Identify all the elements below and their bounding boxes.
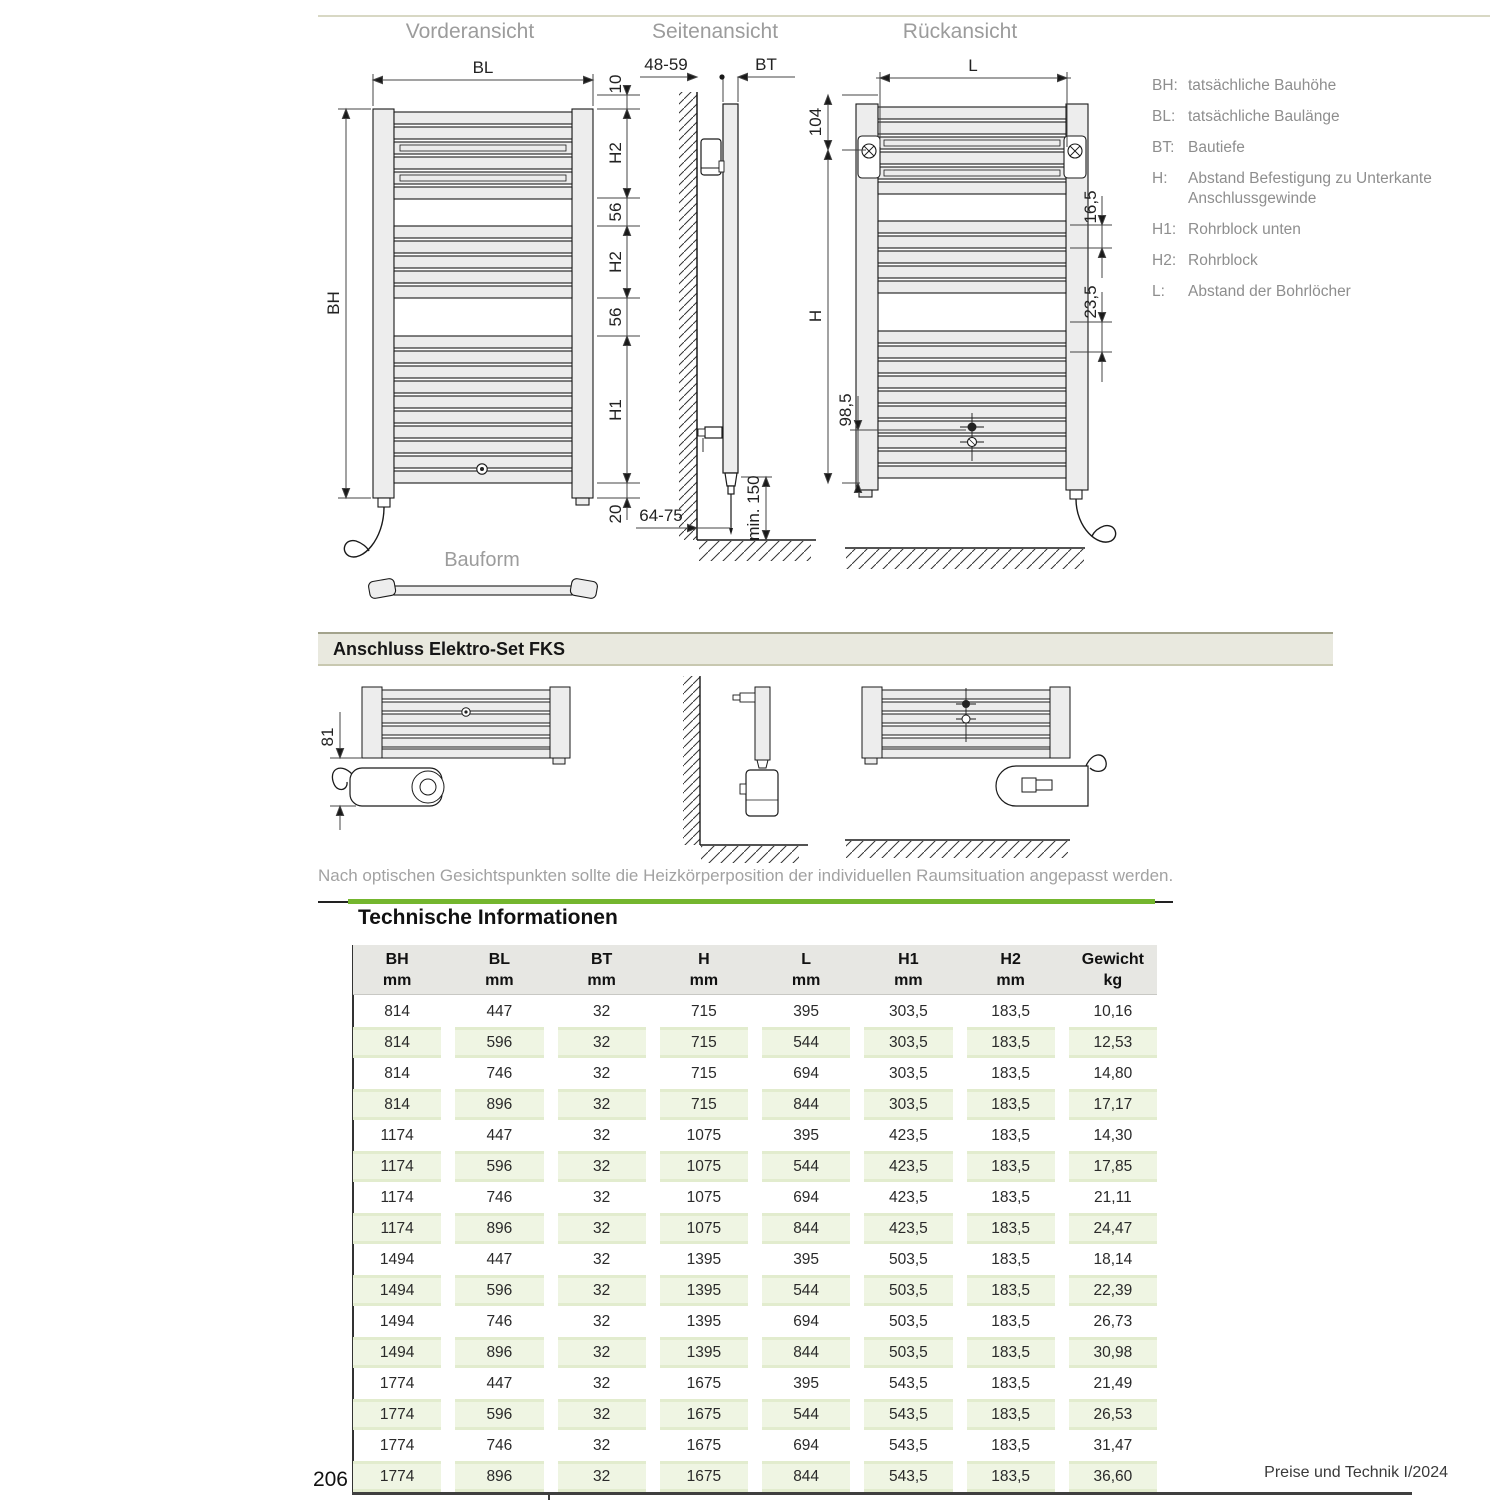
table-cell: 746	[486, 1312, 513, 1330]
legend-item	[1152, 282, 1482, 302]
dim-label-h1: H1	[606, 399, 625, 421]
legend-key: H1:	[1152, 221, 1177, 238]
table-cell: 1395	[660, 1337, 748, 1368]
table-cell: 32	[593, 1126, 611, 1144]
table-cell: 1174	[353, 1213, 441, 1244]
table-cell: 896	[455, 1089, 543, 1120]
legend-text: Abstand der Bohrlöcher	[1188, 283, 1351, 300]
table-cell: 1075	[660, 1151, 748, 1182]
table-cell: 395	[793, 1374, 820, 1392]
mounting-bracket-left	[858, 136, 880, 178]
table-cell: 503,5	[864, 1275, 952, 1306]
table-cell: 1494	[353, 1337, 441, 1368]
table-cell: 18,14	[1093, 1250, 1133, 1268]
table-cell: 423,5	[864, 1151, 952, 1182]
table-cell: 183,5	[991, 1126, 1031, 1144]
table-cell: 31,47	[1093, 1436, 1133, 1454]
table-cell: 1774	[379, 1436, 415, 1454]
table-cell: 17,17	[1069, 1089, 1157, 1120]
table-cell: 447	[486, 1374, 513, 1392]
table-row	[353, 1461, 1157, 1492]
table-cell: 1395	[686, 1250, 722, 1268]
column-header: BL mm	[485, 950, 514, 989]
table-cell: 1675	[660, 1399, 748, 1430]
valve-icon	[477, 464, 487, 474]
table-cell: 24,47	[1069, 1213, 1157, 1244]
table-cell: 596	[455, 1275, 543, 1306]
table-cell: 183,5	[991, 1188, 1031, 1206]
legend-key: H2:	[1152, 252, 1177, 269]
table-cell: 896	[455, 1461, 543, 1492]
table-cell: 183,5	[967, 1461, 1055, 1492]
table-cell: 447	[486, 1126, 513, 1144]
table-row	[353, 1368, 1157, 1399]
legend-item	[1152, 107, 1482, 127]
legend-text: tatsächliche Bauhöhe	[1188, 77, 1337, 94]
table-row	[353, 996, 1157, 1027]
table-cell: 715	[690, 1064, 717, 1082]
front-view-drawing	[344, 109, 593, 557]
table-cell: 423,5	[888, 1126, 928, 1144]
table-cell: 12,53	[1069, 1027, 1157, 1058]
table-cell: 14,30	[1093, 1126, 1133, 1144]
table-cell: 1075	[660, 1213, 748, 1244]
rule-end-right	[1155, 901, 1173, 903]
table-cell: 814	[384, 1064, 411, 1082]
legend-key: BL:	[1152, 108, 1176, 125]
table-cell: 303,5	[864, 1027, 952, 1058]
dim-label-min150: min. 150	[744, 475, 763, 541]
table-cell: 32	[558, 1213, 646, 1244]
table-cell: 1774	[379, 1374, 415, 1392]
table-body	[353, 996, 1157, 1492]
table-cell: 503,5	[864, 1337, 952, 1368]
table-cell: 715	[660, 1027, 748, 1058]
rear-view-title: Rückansicht	[902, 20, 1018, 43]
table-cell: 1675	[686, 1436, 722, 1454]
table-cell: 844	[762, 1089, 850, 1120]
table-cell: 32	[558, 1337, 646, 1368]
table-cell: 303,5	[864, 1089, 952, 1120]
legend-item	[1152, 251, 1482, 271]
dim-label-235: 23,5	[1081, 285, 1100, 319]
table-cell: 694	[793, 1436, 820, 1454]
table-cell: 303,5	[888, 1064, 928, 1082]
table-cell: 814	[353, 1089, 441, 1120]
table-row	[353, 1430, 1157, 1461]
table-cell: 22,39	[1069, 1275, 1157, 1306]
column-header: L mm	[791, 950, 821, 989]
table-row	[353, 1213, 1157, 1244]
table-cell: 32	[593, 1064, 611, 1082]
table-cell: 814	[384, 1002, 411, 1020]
legend-text: Rohrblock	[1188, 252, 1258, 269]
side-valve	[698, 427, 722, 452]
table-cell: 814	[353, 1027, 441, 1058]
legend	[1152, 76, 1482, 313]
table-cell: 844	[762, 1337, 850, 1368]
table-row	[353, 1337, 1157, 1368]
table-cell: 395	[793, 1126, 820, 1144]
bottom-rule-tick	[548, 1495, 550, 1500]
table-cell: 544	[762, 1399, 850, 1430]
table-cell: 423,5	[888, 1188, 928, 1206]
table-cell: 1075	[686, 1126, 722, 1144]
dim-label-h2a: H2	[606, 142, 625, 164]
table-cell: 183,5	[991, 1064, 1031, 1082]
table-cell: 746	[486, 1188, 513, 1206]
elektro-side-drawing	[683, 676, 808, 863]
table-cell: 32	[593, 1374, 611, 1392]
table-cell: 183,5	[967, 1213, 1055, 1244]
table-cell: 183,5	[967, 1151, 1055, 1182]
legend-item	[1152, 76, 1482, 96]
legend-item	[1152, 220, 1482, 240]
legend-key: BT:	[1152, 139, 1175, 156]
table-cell: 30,98	[1069, 1337, 1157, 1368]
table-cell: 183,5	[991, 1374, 1031, 1392]
table-cell: 447	[486, 1250, 513, 1268]
table-cell: 1174	[380, 1188, 414, 1206]
dim-label-bt: BT	[755, 55, 777, 74]
green-rule	[348, 899, 1155, 904]
rule-end-left	[318, 901, 348, 903]
table-cell: 544	[762, 1151, 850, 1182]
table-cell: 36,60	[1069, 1461, 1157, 1492]
dim-label-56a: 56	[606, 202, 625, 222]
dim-label-h: H	[806, 309, 825, 323]
page-number: 206	[312, 1468, 348, 1491]
table-cell: 26,53	[1069, 1399, 1157, 1430]
dim-label-165: 16,5	[1081, 190, 1100, 224]
table-cell: 544	[762, 1275, 850, 1306]
table-cell: 32	[593, 1188, 611, 1206]
side-view-title: Seitenansicht	[651, 20, 779, 43]
wall-hatch	[679, 92, 697, 540]
legend-key: L:	[1152, 283, 1165, 300]
table-cell: 32	[593, 1002, 611, 1020]
table-cell: 32	[558, 1275, 646, 1306]
table-cell: 21,11	[1094, 1188, 1132, 1206]
column-header: Gewicht kg	[1081, 950, 1144, 989]
table-row	[353, 1151, 1157, 1182]
table-cell: 1774	[353, 1461, 441, 1492]
table-row	[353, 1275, 1157, 1306]
bauform-label: Bauform	[444, 549, 520, 571]
table-title: Technische Informationen	[358, 906, 618, 929]
rear-view-drawing	[845, 104, 1116, 569]
table-cell: 746	[486, 1064, 513, 1082]
table-header-row	[353, 945, 1157, 995]
table-cell: 503,5	[888, 1312, 928, 1330]
table-cell: 503,5	[888, 1250, 928, 1268]
bauform-shape	[368, 578, 598, 599]
dim-label-6475: 64-75	[639, 506, 683, 525]
table-cell: 1395	[686, 1312, 722, 1330]
column-header: H2 mm	[996, 950, 1025, 989]
elektro-unit-side	[740, 770, 778, 816]
table-row	[353, 1058, 1157, 1089]
column-header: H mm	[689, 950, 719, 989]
table-cell: 1675	[660, 1461, 748, 1492]
dim-label-l: L	[968, 56, 978, 75]
elektro-section-header	[318, 632, 1333, 666]
table-cell: 395	[793, 1250, 820, 1268]
table-cell: 844	[762, 1461, 850, 1492]
table-cell: 183,5	[967, 1337, 1055, 1368]
table-cell: 896	[455, 1213, 543, 1244]
dim-label-104: 104	[806, 107, 825, 137]
legend-key: H:	[1152, 170, 1168, 187]
table-row	[353, 1306, 1157, 1337]
table-cell: 32	[558, 1151, 646, 1182]
table-cell: 694	[793, 1188, 820, 1206]
front-view-title: Vorderansicht	[405, 20, 535, 43]
table-cell: 596	[455, 1399, 543, 1430]
table-row	[353, 1182, 1157, 1213]
dim-label-20: 20	[606, 504, 625, 524]
heating-rod	[725, 473, 737, 535]
elektro-section-title: Anschluss Elektro-Set FKS	[333, 639, 566, 659]
table-cell: 32	[558, 1461, 646, 1492]
dim-label-81: 81	[318, 727, 337, 747]
dim-label-10: 10	[606, 74, 625, 94]
table-cell: 423,5	[864, 1213, 952, 1244]
table-cell: 1774	[353, 1399, 441, 1430]
elektro-unit-front	[332, 768, 444, 806]
table-cell: 303,5	[888, 1002, 928, 1020]
dim-label-bh: BH	[324, 291, 343, 315]
table-cell: 1675	[686, 1374, 722, 1392]
legend-text: Rohrblock unten	[1188, 221, 1301, 238]
table-cell: 32	[558, 1027, 646, 1058]
table-cell: 1075	[686, 1188, 722, 1206]
table-row	[353, 1089, 1157, 1120]
dim-label-985: 98,5	[836, 393, 855, 427]
table-cell: 183,5	[967, 1399, 1055, 1430]
power-cable	[344, 507, 384, 557]
table-cell: 543,5	[864, 1461, 952, 1492]
table-cell: 1174	[353, 1151, 441, 1182]
table-cell: 17,85	[1069, 1151, 1157, 1182]
power-cable-rear	[1076, 499, 1116, 542]
table-cell: 447	[486, 1002, 513, 1020]
table-cell: 543,5	[864, 1399, 952, 1430]
table-cell: 183,5	[991, 1250, 1031, 1268]
footer-edition: Preise und Technik I/2024	[1264, 1464, 1448, 1481]
dim-label-56b: 56	[606, 307, 625, 327]
dim-label-bl: BL	[472, 58, 494, 77]
table-cell: 32	[558, 1089, 646, 1120]
dim-label-h2b: H2	[606, 251, 625, 273]
table-cell: 715	[660, 1089, 748, 1120]
legend-text: Bautiefe	[1188, 139, 1245, 156]
table-cell: 32	[593, 1436, 611, 1454]
legend-text: tatsächliche Baulänge	[1188, 108, 1340, 125]
table-cell: 21,49	[1093, 1374, 1133, 1392]
bottom-rule	[352, 1492, 1412, 1495]
table-cell: 14,80	[1093, 1064, 1133, 1082]
table-cell: 543,5	[888, 1374, 928, 1392]
elektro-front-drawing	[332, 687, 570, 806]
column-header: BT mm	[587, 950, 616, 989]
legend-text: Abstand Befestigung zu Unterkante Anschlussgewinde	[1188, 170, 1432, 207]
table-cell: 694	[793, 1064, 820, 1082]
table-cell: 183,5	[967, 1027, 1055, 1058]
table-cell: 1395	[660, 1275, 748, 1306]
table-cell: 183,5	[967, 1275, 1055, 1306]
table-cell: 596	[455, 1027, 543, 1058]
table-cell: 32	[593, 1312, 611, 1330]
table-cell: 183,5	[991, 1436, 1031, 1454]
legend-item	[1152, 138, 1482, 158]
column-header: BH mm	[382, 950, 412, 989]
table-cell: 10,16	[1093, 1002, 1133, 1020]
table-cell: 183,5	[991, 1002, 1031, 1020]
table-cell: 543,5	[888, 1436, 928, 1454]
table-row	[353, 1399, 1157, 1430]
table-cell: 32	[593, 1250, 611, 1268]
wall-bracket	[701, 139, 724, 175]
elektro-unit-rear	[996, 755, 1106, 806]
floor-hatch-rear	[846, 549, 1084, 569]
table-cell: 844	[762, 1213, 850, 1244]
legend-key: BH:	[1152, 77, 1178, 94]
table-cell: 694	[793, 1312, 820, 1330]
table-cell: 1494	[379, 1250, 415, 1268]
table-cell: 596	[455, 1151, 543, 1182]
table-cell: 544	[762, 1027, 850, 1058]
table-cell: 1494	[379, 1312, 415, 1330]
dim-label-4859: 48-59	[644, 55, 688, 74]
legend-item	[1152, 169, 1482, 209]
table-cell: 715	[690, 1002, 717, 1020]
table-row	[353, 1120, 1157, 1151]
table-cell: 1174	[380, 1126, 414, 1144]
table-row	[353, 1244, 1157, 1275]
table-cell: 1494	[353, 1275, 441, 1306]
table-cell: 183,5	[967, 1089, 1055, 1120]
elektro-rear-drawing	[845, 687, 1106, 858]
column-header: H1 mm	[894, 950, 923, 989]
table-row	[353, 1027, 1157, 1058]
table-cell: 896	[455, 1337, 543, 1368]
table-cell: 395	[793, 1002, 820, 1020]
floor-hatch	[699, 541, 811, 561]
table-cell: 746	[486, 1436, 513, 1454]
positioning-note: Nach optischen Gesichtspunkten sollte die Heizkörperposition der individuellen Raumsituation angepasst werden.	[318, 866, 1174, 885]
table-cell: 26,73	[1093, 1312, 1133, 1330]
table-cell: 183,5	[991, 1312, 1031, 1330]
table-cell: 32	[558, 1399, 646, 1430]
